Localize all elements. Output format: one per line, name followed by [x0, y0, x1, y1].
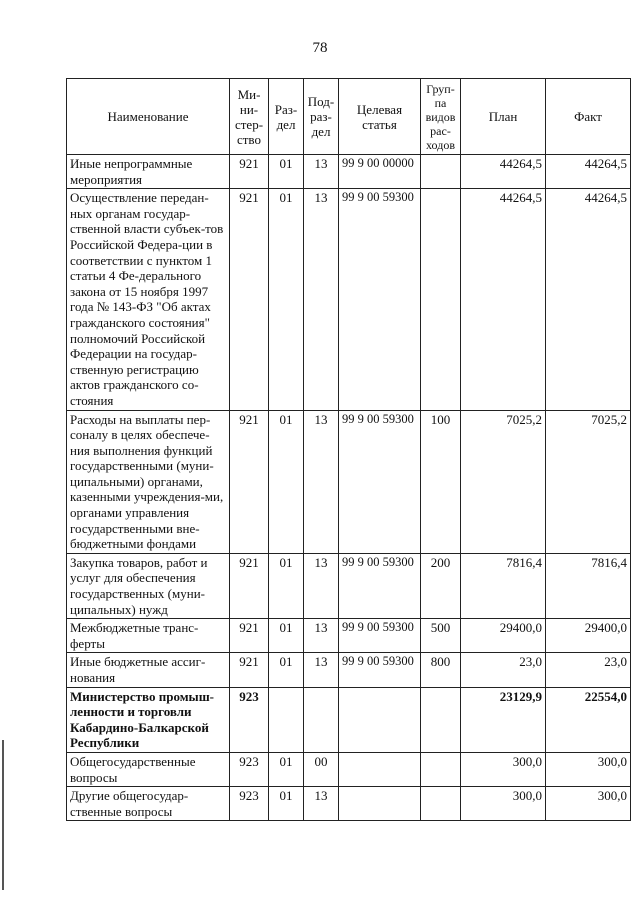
header-group: Груп- па видов рас- ходов	[421, 79, 461, 155]
table-row	[67, 687, 631, 752]
row-subsection: 13	[304, 155, 339, 189]
row-group: 500	[421, 619, 461, 653]
table-row	[67, 653, 631, 687]
row-name: Межбюджетные транс-ферты	[67, 619, 230, 653]
row-plan: 29400,0	[461, 619, 546, 653]
row-plan: 23,0	[461, 653, 546, 687]
row-name: Осуществление передан-ных органам государ-ственной власти субъек-тов Российской Федера-ции в соответствии с пунктом 1 статьи 4 Фе-дерального закона от 15 ноября 1997 года № 143-ФЗ "Об актах гражданского состояния" полномочий Российской Федерации на государ-ственную регистрацию актов гражданского со-стояния	[67, 189, 230, 410]
row-plan: 44264,5	[461, 155, 546, 189]
row-target	[339, 752, 421, 786]
row-fact: 22554,0	[546, 687, 631, 752]
row-target: 99 9 00 00000	[339, 155, 421, 189]
row-subsection: 13	[304, 619, 339, 653]
row-subsection: 13	[304, 553, 339, 618]
row-group: 200	[421, 553, 461, 618]
row-plan: 300,0	[461, 752, 546, 786]
budget-table	[66, 78, 631, 821]
row-fact: 44264,5	[546, 155, 631, 189]
row-section: 01	[269, 155, 304, 189]
row-target	[339, 787, 421, 821]
row-ministry: 921	[230, 619, 269, 653]
row-group	[421, 189, 461, 410]
row-plan: 23129,9	[461, 687, 546, 752]
row-fact: 7816,4	[546, 553, 631, 618]
row-subsection: 13	[304, 787, 339, 821]
row-target: 99 9 00 59300	[339, 653, 421, 687]
page-number: 78	[312, 40, 328, 56]
table-row	[67, 787, 631, 821]
row-ministry: 921	[230, 155, 269, 189]
row-group: 800	[421, 653, 461, 687]
table-row	[67, 619, 631, 653]
row-target: 99 9 00 59300	[339, 619, 421, 653]
row-ministry: 923	[230, 752, 269, 786]
header-target: Целевая статья	[339, 79, 421, 155]
row-name: Иные непрограммные мероприятия	[67, 155, 230, 189]
row-subsection: 13	[304, 189, 339, 410]
row-section: 01	[269, 189, 304, 410]
row-name: Другие общегосудар-ственные вопросы	[67, 787, 230, 821]
table-row	[67, 155, 631, 189]
row-ministry: 921	[230, 410, 269, 553]
row-plan: 7816,4	[461, 553, 546, 618]
table-row	[67, 189, 631, 410]
row-subsection: 13	[304, 653, 339, 687]
table-row	[67, 410, 631, 553]
row-section: 01	[269, 653, 304, 687]
table-row	[67, 553, 631, 618]
row-plan: 300,0	[461, 787, 546, 821]
row-fact: 29400,0	[546, 619, 631, 653]
row-section: 01	[269, 410, 304, 553]
row-ministry: 921	[230, 189, 269, 410]
row-fact: 300,0	[546, 752, 631, 786]
header-subsection: Под- раз- дел	[304, 79, 339, 155]
row-name: Министерство промыш-ленности и торговли Кабардино-Балкарской Республики	[67, 687, 230, 752]
row-fact: 300,0	[546, 787, 631, 821]
row-subsection: 00	[304, 752, 339, 786]
row-ministry: 923	[230, 787, 269, 821]
row-group	[421, 752, 461, 786]
header-name: Наименование	[67, 79, 230, 155]
table-body	[67, 155, 631, 821]
row-fact: 23,0	[546, 653, 631, 687]
row-group	[421, 687, 461, 752]
header-fact: Факт	[546, 79, 631, 155]
row-target: 99 9 00 59300	[339, 553, 421, 618]
row-ministry: 921	[230, 553, 269, 618]
row-ministry: 921	[230, 653, 269, 687]
row-name: Общегосударственные вопросы	[67, 752, 230, 786]
scan-edge-mark	[2, 740, 4, 890]
row-section: 01	[269, 619, 304, 653]
header-section: Раз- дел	[269, 79, 304, 155]
row-group	[421, 787, 461, 821]
row-subsection: 13	[304, 410, 339, 553]
table-row	[67, 752, 631, 786]
row-section: 01	[269, 752, 304, 786]
row-section: 01	[269, 553, 304, 618]
row-name: Закупка товаров, работ и услуг для обеспечения государственных (муни-ципальных) нужд	[67, 553, 230, 618]
row-plan: 44264,5	[461, 189, 546, 410]
row-name: Иные бюджетные ассиг-нования	[67, 653, 230, 687]
row-group: 100	[421, 410, 461, 553]
row-target: 99 9 00 59300	[339, 410, 421, 553]
header-ministry: Ми- ни- стер- ство	[230, 79, 269, 155]
row-name: Расходы на выплаты пер-соналу в целях обеспече-ния выполнения функций государственными (муни-ципальными) органами, казенными учреждения-ми, органами управления государственными вне-бюджетными фондами	[67, 410, 230, 553]
row-ministry: 923	[230, 687, 269, 752]
row-section	[269, 687, 304, 752]
row-target	[339, 687, 421, 752]
row-subsection	[304, 687, 339, 752]
header-plan: План	[461, 79, 546, 155]
table-header-row	[67, 79, 631, 155]
row-plan: 7025,2	[461, 410, 546, 553]
row-group	[421, 155, 461, 189]
row-fact: 7025,2	[546, 410, 631, 553]
row-fact: 44264,5	[546, 189, 631, 410]
row-section: 01	[269, 787, 304, 821]
row-target: 99 9 00 59300	[339, 189, 421, 410]
